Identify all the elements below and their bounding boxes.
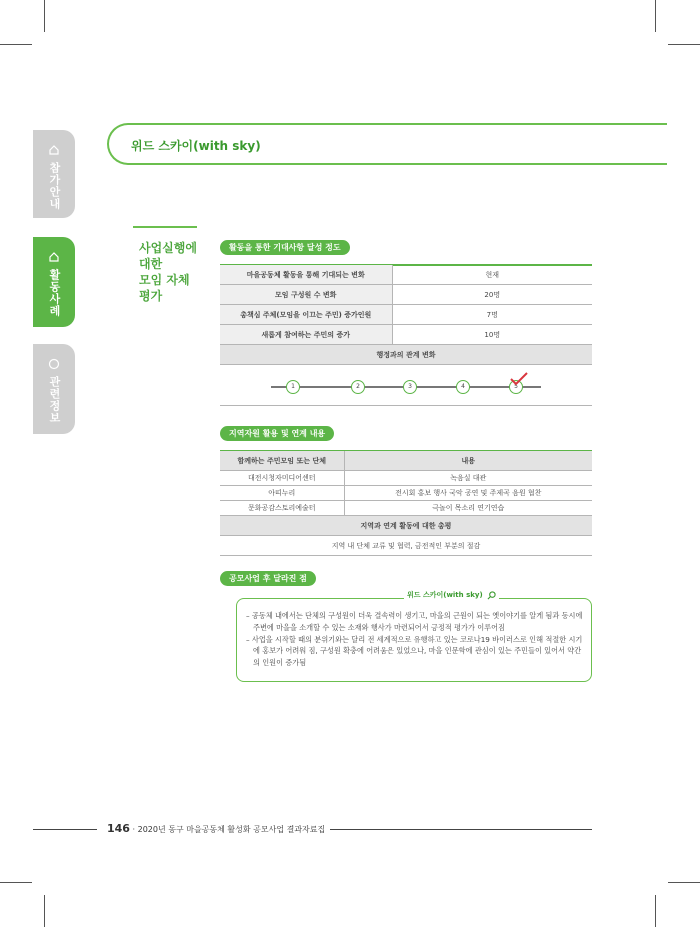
table-cell-org: 아띠누리 (220, 486, 344, 501)
side-tab-info[interactable] (33, 344, 75, 434)
section-heading (139, 240, 219, 304)
box-tag-label: 위드 스카이(with sky) (407, 591, 483, 599)
footer-separator: · (132, 825, 136, 834)
table-row (220, 305, 592, 325)
crop-mark (0, 882, 32, 883)
paragraph: – 사업을 시작할 때의 분위기와는 달리 전 세계적으로 유행하고 있는 코로나19 바이러스로 인해 적절한 시기에 홍보가 어려워 짐, 구성원 확충에 어려움은 있었으나, 마을 인문학에 관심이 있는 주민들이 있어서 약간의 인원이 증가됨 (246, 634, 583, 668)
table-cell-label: 새롭게 참여하는 주민의 증가 (220, 325, 392, 345)
section-heading-line: 평가 (139, 289, 163, 303)
table-header-cell: 내용 (344, 451, 592, 471)
table-cell-label: 총책심 주체(모임을 이끄는 주민) 증가인원 (220, 305, 392, 325)
crop-mark (44, 0, 45, 32)
table-cell-label: 모임 구성원 수 변화 (220, 285, 392, 305)
side-tab-label: 활동사례 (48, 269, 61, 317)
footer-text: 2020년 동구 마을공동체 활성화 공모사업 결과자료집 (137, 825, 326, 834)
rating-node: 2 (351, 380, 365, 394)
section-heading-line: 사업실행에 (139, 241, 197, 255)
section-heading-line: 대한 (139, 257, 163, 271)
footer-rule (330, 829, 592, 830)
section-heading-line: 모임 자체 (139, 273, 190, 287)
review-text: 지역 내 단체 교류 및 협력, 금전적인 부분의 절감 (220, 536, 592, 556)
side-tab-cases[interactable] (33, 237, 75, 327)
crop-mark (0, 44, 32, 45)
section-pill: 지역자원 활용 및 연계 내용 (220, 426, 334, 441)
footer (107, 822, 325, 835)
paragraph: – 공동체 내에서는 단체의 구성원이 더욱 결속력이 생기고, 마을의 근원이 되는 옛이야기를 알게 됨과 동시에 주변에 마을을 소개할 수 있는 소재와 행사가 마련되어서 긍정적 평가가 이루어짐 (246, 611, 583, 632)
table-cell-org: 문화공감스토리예술터 (220, 501, 344, 516)
title-banner (107, 123, 667, 165)
rating-node: 1 (286, 380, 300, 394)
admin-heading: 행정과의 관계 변화 (220, 345, 592, 365)
footer-rule (33, 829, 97, 830)
heading-rule (133, 226, 197, 228)
rating-node: 4 (456, 380, 470, 394)
table-row (220, 486, 592, 501)
crop-mark (668, 882, 700, 883)
table-row (220, 501, 592, 516)
side-tab-label: 참가안내 (48, 162, 61, 210)
home-icon (48, 144, 60, 156)
side-tab-guide[interactable] (33, 130, 75, 218)
divider (220, 405, 592, 406)
search-icon (487, 591, 496, 600)
home-icon (48, 251, 60, 263)
rating-node: 5 (509, 380, 523, 394)
page-number: 146 (107, 822, 130, 835)
table-cell-value: 10명 (392, 325, 592, 345)
section-pill: 공모사업 후 달라진 점 (220, 571, 316, 586)
crop-mark (44, 895, 45, 927)
rating-node: 3 (403, 380, 417, 394)
review-heading: 지역과 연계 활동에 대한 총평 (220, 516, 592, 536)
table-cell-content: 전시회 홍보 행사 국악 공연 및 주제곡 음원 협찬 (344, 486, 592, 501)
table-header-cell: 함께하는 주민모임 또는 단체 (220, 451, 344, 471)
table-row (220, 516, 592, 536)
crop-mark (655, 0, 656, 32)
table-cell-value: 20명 (392, 285, 592, 305)
info-icon (48, 358, 60, 370)
box-tag (404, 590, 499, 600)
table-row (220, 325, 592, 345)
box-body (246, 610, 584, 669)
table-cell-value: 7명 (392, 305, 592, 325)
side-tab-label: 관련정보 (48, 376, 61, 424)
table-header-row (220, 451, 592, 471)
crop-mark (655, 895, 656, 927)
table-row (220, 345, 592, 365)
table-row (220, 536, 592, 556)
table-row (220, 471, 592, 486)
table-header-row (220, 265, 592, 285)
section-pill: 활동을 통한 기대사항 달성 정도 (220, 240, 350, 255)
check-mark-icon (509, 372, 529, 386)
table-header-cell: 현재 (392, 265, 592, 285)
table-cell-content: 녹음실 대관 (344, 471, 592, 486)
page-title: 위드 스카이(with sky) (131, 139, 261, 153)
resources-table (220, 451, 592, 556)
table-header-cell: 마을공동체 활동을 통해 기대되는 변화 (220, 265, 392, 285)
table-cell-org: 대전시청자미디어센터 (220, 471, 344, 486)
crop-mark (668, 44, 700, 45)
expectation-table (220, 265, 592, 365)
table-row (220, 285, 592, 305)
table-cell-content: 극놀이 목소리 연기연습 (344, 501, 592, 516)
